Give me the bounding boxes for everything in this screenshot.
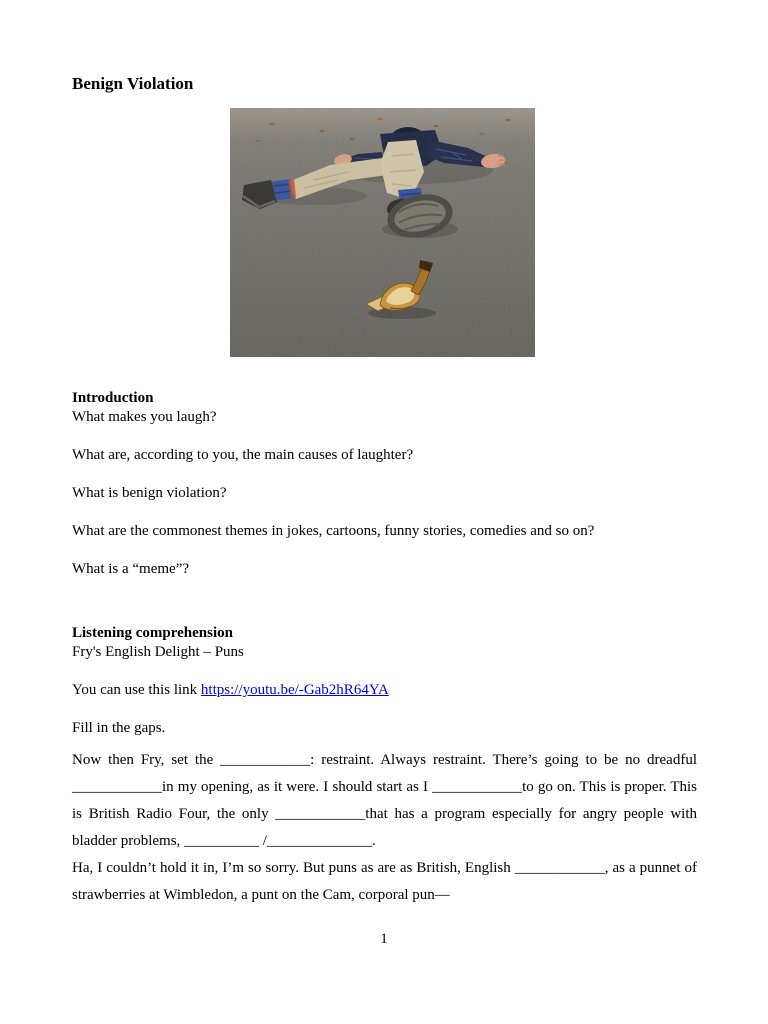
page-title: Benign Violation — [72, 74, 194, 93]
transcript-line: Now then Fry, set the ____________: restraint. Always restraint. There’s going to be no dreadful — [72, 752, 697, 768]
listening-section — [72, 624, 697, 738]
intro-question: What are the commonest themes in jokes, cartoons, funny stories, comedies and so on? — [72, 523, 595, 539]
blank-line — [72, 662, 697, 681]
intro-question: What makes you laugh? — [72, 409, 217, 425]
transcript-line: ____________in my opening, as it were. I should start as I ____________to go on. This is proper. This — [72, 779, 697, 795]
banana-slip-photo-graphic — [230, 108, 535, 357]
link-prefix-text: You can use this link — [72, 682, 201, 698]
intro-question: What is benign violation? — [72, 485, 227, 501]
gap-fill-transcript — [72, 747, 697, 909]
youtube-link[interactable]: https://youtu.be/-Gab2hR64YA — [200, 682, 389, 698]
blank-line — [72, 700, 697, 719]
fill-gaps-instruction: Fill in the gaps. — [72, 720, 166, 736]
transcript-line: Ha, I couldn’t hold it in, I’m so sorry. But puns as are as British, English ____________, as a punnet of — [72, 860, 697, 876]
listening-heading: Listening comprehension — [72, 625, 233, 641]
page-number: 1 — [380, 931, 388, 947]
link-line — [72, 681, 697, 700]
banana-slip-photo — [230, 108, 535, 357]
listening-subtitle: Fry's English Delight – Puns — [72, 644, 244, 660]
transcript-line: is British Radio Four, the only ____________that has a program especially for angry people with — [72, 806, 697, 822]
introduction-section — [72, 389, 697, 579]
intro-question: What are, according to you, the main causes of laughter? — [72, 447, 414, 463]
transcript-line: strawberries at Wimbledon, a punt on the Cam, corporal pun— — [72, 887, 450, 903]
transcript-line: bladder problems, __________ /______________. — [72, 833, 376, 849]
intro-question: What is a “meme”? — [72, 561, 190, 577]
introduction-heading: Introduction — [72, 390, 154, 406]
